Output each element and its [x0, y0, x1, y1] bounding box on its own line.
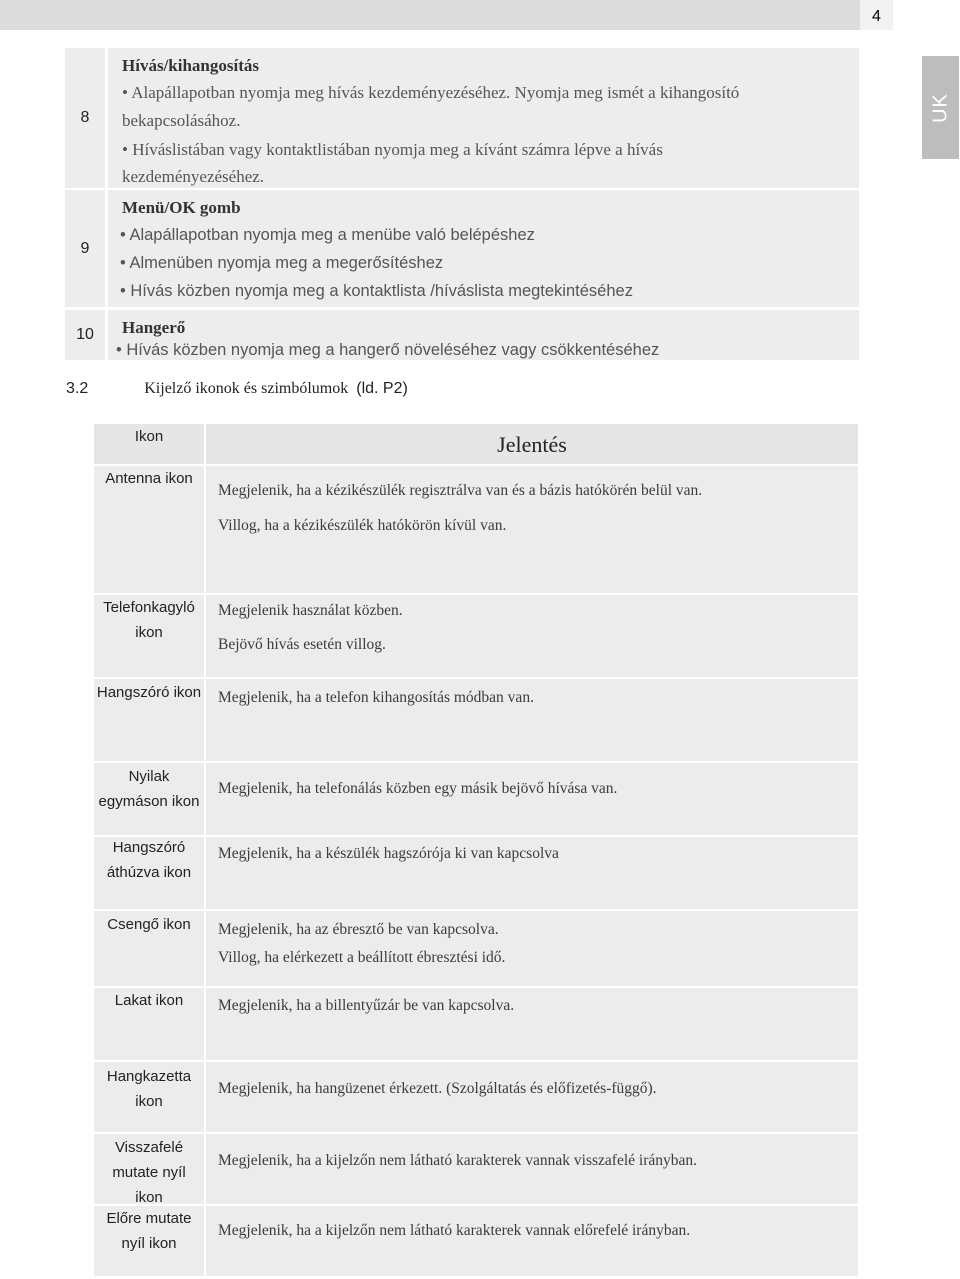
meaning-text: Megjelenik, ha telefonálás közben egy másik bejövő hívása van.: [218, 780, 618, 797]
meaning-text: Megjelenik, ha a kézikészülék regisztrálva van és a bázis hatókörén belül van.: [218, 482, 703, 499]
meaning-text: Bejövő hívás esetén villog.: [218, 636, 386, 653]
feature-number-9: 9: [65, 190, 105, 307]
icon-label: Lakat ikon: [114, 992, 184, 1009]
feature-number-10: 10: [65, 310, 105, 360]
feature-line: • Hívás közben nyomja meg a kontaktlista /híváslista megtekintéséhez: [120, 282, 633, 300]
feature-line: kezdeményezéséhez.: [122, 167, 265, 186]
icon-label: Csengő ikon: [107, 916, 191, 933]
meaning-cell: [206, 763, 858, 835]
section-ref: (ld. P2): [356, 380, 408, 397]
icon-label: Hangszóró ikon: [96, 684, 202, 701]
section-heading: [66, 380, 408, 398]
language-tab[interactable]: [922, 56, 959, 159]
feature-title: Hívás/kihangosítás: [122, 56, 259, 75]
feature-title: Hangerő: [122, 318, 186, 337]
meaning-text: Megjelenik, ha a kijelzőn nem látható karakterek vannak előrefelé irányban.: [218, 1222, 691, 1239]
meaning-cell: [206, 1206, 858, 1276]
meaning-text: Megjelenik, ha a billentyűzár be van kapcsolva.: [218, 997, 515, 1014]
icon-label: Antenna ikon: [105, 470, 193, 487]
feature-line: • Híváslistában vagy kontaktlistában nyomja meg a kívánt számra lépve a hívás: [122, 140, 663, 159]
icon-label: Hangkazetta ikon: [106, 1068, 192, 1110]
icon-label: Nyilak egymáson ikon: [98, 768, 200, 810]
meaning-column-label: Jelentés: [497, 432, 567, 457]
meaning-text: Megjelenik, ha az ébresztő be van kapcsolva.: [218, 921, 499, 938]
feature-title: Menü/OK gomb: [122, 198, 241, 217]
meaning-text: Megjelenik, ha a készülék hagszórója ki van kapcsolva: [218, 845, 559, 862]
meaning-text: Villog, ha a kézikészülék hatókörön kívül van.: [218, 517, 507, 534]
language-tab-label: UK: [929, 92, 951, 123]
header-bar: [0, 0, 893, 30]
feature-line: • Hívás közben nyomja meg a hangerő növeléséhez vagy csökkentéséhez: [116, 341, 660, 359]
meaning-text: Megjelenik használat közben.: [218, 602, 403, 619]
feature-line: bekapcsolásához.: [122, 111, 241, 130]
meaning-text: Villog, ha elérkezett a beállított ébresztési idő.: [218, 949, 506, 966]
icon-label: Telefonkagyló ikon: [103, 599, 195, 641]
meaning-text: Megjelenik, ha a telefon kihangosítás módban van.: [218, 689, 534, 706]
feature-line: • Alapállapotban nyomja meg hívás kezdeményezéséhez. Nyomja meg ismét a kihangosító: [122, 83, 740, 102]
feature-line: • Alapállapotban nyomja meg a menübe való belépéshez: [120, 226, 535, 244]
icon-label: Előre mutate nyíl ikon: [106, 1210, 192, 1252]
icon-column-label: Ikon: [134, 428, 164, 445]
meaning-text: Megjelenik, ha a kijelzőn nem látható karakterek vannak visszafelé irányban.: [218, 1152, 698, 1169]
icon-label: Visszafelé mutate nyíl ikon: [112, 1139, 186, 1206]
page-number: 4: [860, 0, 893, 30]
feature-number-8: 8: [65, 48, 105, 188]
meaning-text: Megjelenik, ha hangüzenet érkezett. (Szolgáltatás és előfizetés-függő).: [218, 1080, 657, 1097]
section-title: Kijelző ikonok és szimbólumok: [144, 380, 349, 397]
feature-line: • Almenüben nyomja meg a megerősítéshez: [120, 254, 444, 272]
icon-label: Hangszóró áthúzva ikon: [106, 839, 192, 881]
section-number: 3.2: [66, 380, 89, 397]
